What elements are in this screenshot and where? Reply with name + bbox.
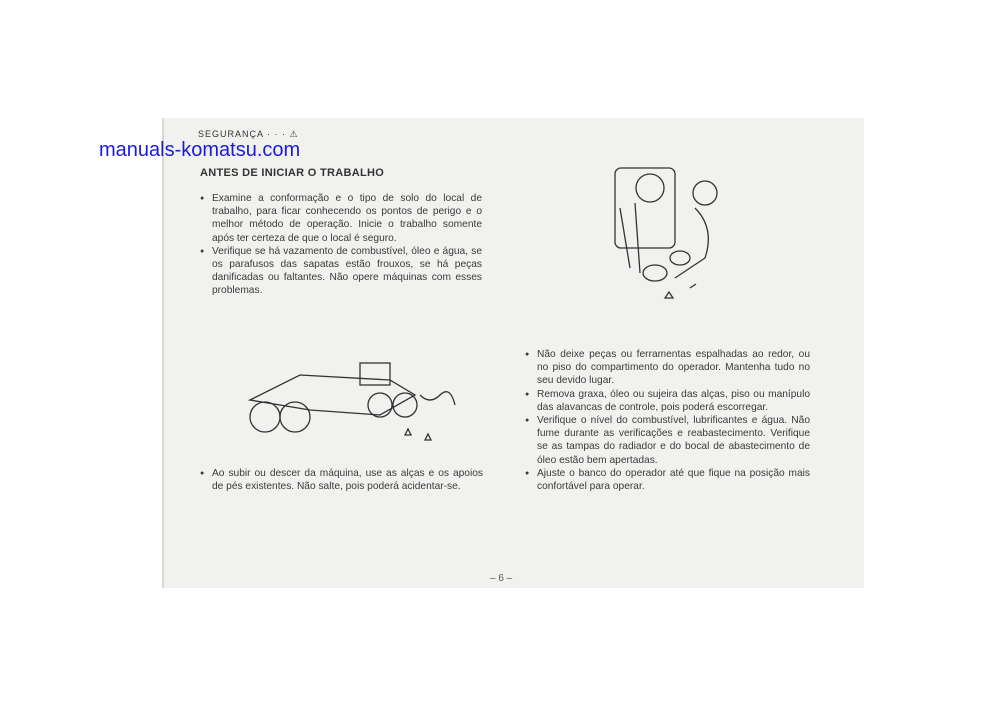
safety-list-right [525,348,810,493]
page-heading: ANTES DE INICIAR O TRABALHO [200,167,385,179]
warning-icon: ⚠ [289,129,299,139]
list-item: ● Ao subir ou descer da máquina, use as alças e os apoios de pés existentes. Não salte, pois poderá acidentar-se. [200,467,483,493]
operator-falling-illustration [595,148,745,308]
safety-list-top-left [200,192,482,298]
page-number: – 6 – [490,573,513,584]
list-item: ● Remova graxa, óleo ou sujeira das alças, piso ou manípulo das alavancas de controle, pois poderá escorregar. [525,388,810,414]
list-item: ● Examine a conformação e o tipo de solo do local de trabalho, para ficar conhecendo os pontos de perigo e o melhor método de operação. Inicie o trabalho somente após ter certeza de que o local é seguro. [200,192,482,245]
list-item: ● Verifique se há vazamento de combustível, óleo e água, se os parafusos das sapatas estão frouxos, se há peças danificadas ou faltantes. Não opere máquinas com esses problemas. [200,245,482,298]
list-item: ● Não deixe peças ou ferramentas espalhadas ao redor, ou no piso do compartimento do operador. Mantenha tudo no seu devido lugar. [525,348,810,388]
list-item: ● Verifique o nível do combustível, lubrificantes e água. Não fume durante as verificações e reabastecimento. Verifique se as tampas do radiador e do bocal de abastecimento de óleo estão bem apertadas. [525,414,810,467]
list-item: ● Ajuste o banco do operador até que fique na posição mais confortável para operar. [525,467,810,493]
safety-list-bottom-left [200,467,483,493]
section-text: SEGURANÇA · · · [198,129,287,139]
watermark-link[interactable]: manuals-komatsu.com [99,139,301,161]
grader-slipping-illustration [240,355,480,450]
